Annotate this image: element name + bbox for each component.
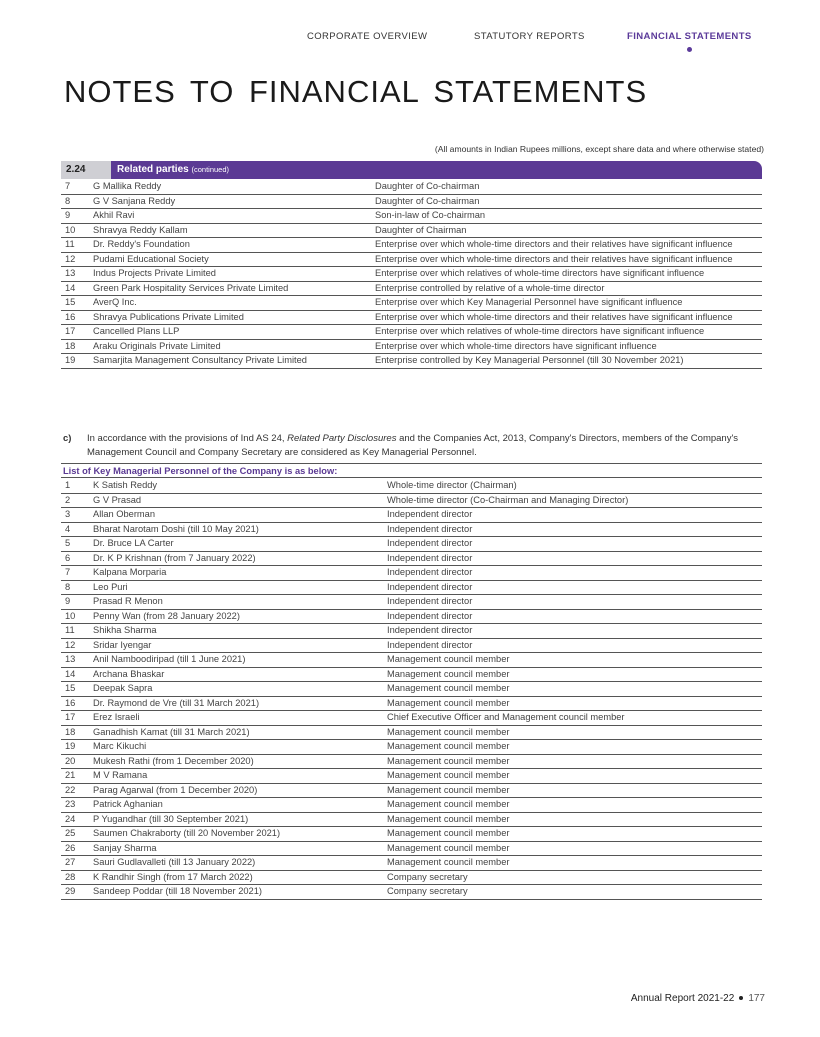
person-name: Saumen Chakraborty (till 20 November 2021): [93, 827, 387, 842]
person-name: G V Prasad: [93, 493, 387, 508]
row-number: 13: [61, 267, 93, 282]
kmp-row: [61, 624, 762, 639]
relationship: Company secretary: [387, 885, 762, 900]
row-number: 12: [61, 638, 93, 653]
section-navigation: [0, 31, 820, 61]
related-party-row: [61, 325, 762, 340]
page-title: NOTES TO FINANCIAL STATEMENTS: [64, 74, 648, 109]
relationship: Management council member: [387, 841, 762, 856]
person-name: Dr. K P Krishnan (from 7 January 2022): [93, 551, 387, 566]
nav-financial-statements[interactable]: FINANCIAL STATEMENTS: [627, 31, 752, 42]
section-continued: (continued): [191, 165, 230, 174]
row-number: 17: [61, 711, 93, 726]
person-name: Penny Wan (from 28 January 2022): [93, 609, 387, 624]
relationship: Chief Executive Officer and Management council member: [387, 711, 762, 726]
row-number: 2: [61, 493, 93, 508]
row-number: 17: [61, 325, 93, 340]
person-name: Shravya Reddy Kallam: [93, 223, 375, 238]
row-number: 1: [61, 479, 93, 493]
kmp-row: [61, 798, 762, 813]
row-number: 10: [61, 223, 93, 238]
person-name: Dr. Bruce LA Carter: [93, 537, 387, 552]
row-number: 23: [61, 798, 93, 813]
row-number: 19: [61, 354, 93, 369]
row-number: 6: [61, 551, 93, 566]
relationship: Enterprise over which Key Managerial Personnel have significant influence: [375, 296, 762, 311]
person-name: G Mallika Reddy: [93, 180, 375, 194]
kmp-row: [61, 508, 762, 523]
related-parties-table: [61, 180, 762, 369]
row-number: 9: [61, 595, 93, 610]
relationship: Independent director: [387, 595, 762, 610]
nav-corporate-overview[interactable]: CORPORATE OVERVIEW: [307, 31, 428, 42]
person-name: Shikha Sharma: [93, 624, 387, 639]
kmp-row: [61, 812, 762, 827]
person-name: Anil Namboodiripad (till 1 June 2021): [93, 653, 387, 668]
relationship: Management council member: [387, 725, 762, 740]
related-party-row: [61, 238, 762, 253]
relationship: Daughter of Chairman: [375, 223, 762, 238]
kmp-row: [61, 566, 762, 581]
section-title: [111, 161, 762, 179]
related-party-row: [61, 267, 762, 282]
amounts-note: (All amounts in Indian Rupees millions, except share data and where otherwise stated): [434, 144, 764, 154]
kmp-row: [61, 870, 762, 885]
kmp-heading: List of Key Managerial Personnel of the Company is as below:: [61, 463, 762, 478]
related-party-row: [61, 281, 762, 296]
relationship: Enterprise over which whole-time directors and their relatives have significant influence: [375, 238, 762, 253]
row-number: 16: [61, 696, 93, 711]
report-name: Annual Report 2021-22: [630, 993, 735, 1004]
row-number: 18: [61, 339, 93, 354]
related-party-row: [61, 354, 762, 369]
row-number: 18: [61, 725, 93, 740]
row-number: 14: [61, 667, 93, 682]
relationship: Son-in-law of Co-chairman: [375, 209, 762, 224]
row-number: 27: [61, 856, 93, 871]
relationship: Management council member: [387, 769, 762, 784]
row-number: 7: [61, 566, 93, 581]
relationship: Enterprise over which whole-time directors and their relatives have significant influence: [375, 310, 762, 325]
relationship: Management council member: [387, 827, 762, 842]
relationship: Management council member: [387, 812, 762, 827]
related-party-row: [61, 223, 762, 238]
person-name: Deepak Sapra: [93, 682, 387, 697]
kmp-row: [61, 769, 762, 784]
person-name: Indus Projects Private Limited: [93, 267, 375, 282]
kmp-row: [61, 740, 762, 755]
person-name: Dr. Raymond de Vre (till 31 March 2021): [93, 696, 387, 711]
row-number: 24: [61, 812, 93, 827]
paragraph-text: [87, 432, 764, 460]
relationship: Management council member: [387, 856, 762, 871]
relationship: Enterprise controlled by Key Managerial Personnel (till 30 November 2021): [375, 354, 762, 369]
kmp-row: [61, 696, 762, 711]
person-name: Ganadhish Kamat (till 31 March 2021): [93, 725, 387, 740]
paragraph-c: [61, 432, 764, 460]
section-title-text: Related parties: [117, 164, 189, 175]
relationship: Management council member: [387, 696, 762, 711]
person-name: Kalpana Morparia: [93, 566, 387, 581]
person-name: Mukesh Rathi (from 1 December 2020): [93, 754, 387, 769]
page-number: 177: [748, 993, 765, 1004]
kmp-row: [61, 783, 762, 798]
related-party-row: [61, 339, 762, 354]
person-name: Akhil Ravi: [93, 209, 375, 224]
relationship: Management council member: [387, 783, 762, 798]
kmp-row: [61, 885, 762, 900]
person-name: Erez Israeli: [93, 711, 387, 726]
row-number: 25: [61, 827, 93, 842]
person-name: Allan Oberman: [93, 508, 387, 523]
person-name: Shravya Publications Private Limited: [93, 310, 375, 325]
row-number: 8: [61, 194, 93, 209]
section-header: [61, 161, 762, 179]
row-number: 7: [61, 180, 93, 194]
related-party-row: [61, 252, 762, 267]
person-name: G V Sanjana Reddy: [93, 194, 375, 209]
person-name: Sanjay Sharma: [93, 841, 387, 856]
related-party-row: [61, 180, 762, 194]
related-party-row: [61, 310, 762, 325]
row-number: 29: [61, 885, 93, 900]
page-footer: [631, 993, 765, 1004]
relationship: Enterprise over which relatives of whole-time directors have significant influence: [375, 267, 762, 282]
relationship: Management council member: [387, 740, 762, 755]
kmp-row: [61, 711, 762, 726]
person-name: Sandeep Poddar (till 18 November 2021): [93, 885, 387, 900]
kmp-row: [61, 493, 762, 508]
relationship: Enterprise over which whole-time directors and their relatives have significant influence: [375, 252, 762, 267]
kmp-row: [61, 754, 762, 769]
paragraph-text-end: and the Companies Act, 2013, Company's Directors, members of the Company's Management Council and Company Secretary are considered as Key Managerial Personnel.: [87, 433, 739, 458]
kmp-row: [61, 827, 762, 842]
person-name: Marc Kikuchi: [93, 740, 387, 755]
row-number: 19: [61, 740, 93, 755]
kmp-row: [61, 522, 762, 537]
person-name: Dr. Reddy's Foundation: [93, 238, 375, 253]
person-name: Araku Originals Private Limited: [93, 339, 375, 354]
kmp-row: [61, 725, 762, 740]
person-name: Bharat Narotam Doshi (till 10 May 2021): [93, 522, 387, 537]
relationship: Independent director: [387, 609, 762, 624]
row-number: 12: [61, 252, 93, 267]
row-number: 9: [61, 209, 93, 224]
relationship: Independent director: [387, 508, 762, 523]
row-number: 10: [61, 609, 93, 624]
row-number: 16: [61, 310, 93, 325]
relationship: Independent director: [387, 566, 762, 581]
person-name: Patrick Aghanian: [93, 798, 387, 813]
related-party-row: [61, 209, 762, 224]
relationship: Management council member: [387, 754, 762, 769]
row-number: 15: [61, 296, 93, 311]
row-number: 28: [61, 870, 93, 885]
relationship: Management council member: [387, 682, 762, 697]
relationship: Independent director: [387, 624, 762, 639]
kmp-row: [61, 609, 762, 624]
person-name: Archana Bhaskar: [93, 667, 387, 682]
kmp-row: [61, 551, 762, 566]
relationship: Company secretary: [387, 870, 762, 885]
bullet-icon: [739, 996, 743, 1000]
section-number: 2.24: [61, 161, 111, 179]
row-number: 8: [61, 580, 93, 595]
kmp-row: [61, 653, 762, 668]
row-number: 13: [61, 653, 93, 668]
related-party-row: [61, 296, 762, 311]
row-number: 5: [61, 537, 93, 552]
row-number: 11: [61, 624, 93, 639]
kmp-row: [61, 856, 762, 871]
kmp-row: [61, 841, 762, 856]
person-name: K Satish Reddy: [93, 479, 387, 493]
relationship: Enterprise over which whole-time directors have significant influence: [375, 339, 762, 354]
nav-statutory-reports[interactable]: STATUTORY REPORTS: [474, 31, 585, 42]
relationship: Enterprise over which relatives of whole-time directors have significant influence: [375, 325, 762, 340]
active-indicator-dot-icon: [687, 47, 692, 52]
person-name: K Randhir Singh (from 17 March 2022): [93, 870, 387, 885]
row-number: 26: [61, 841, 93, 856]
person-name: M V Ramana: [93, 769, 387, 784]
row-number: 20: [61, 754, 93, 769]
person-name: Sauri Gudlavalleti (till 13 January 2022): [93, 856, 387, 871]
row-number: 3: [61, 508, 93, 523]
person-name: AverQ Inc.: [93, 296, 375, 311]
kmp-row: [61, 682, 762, 697]
person-name: Parag Agarwal (from 1 December 2020): [93, 783, 387, 798]
paragraph-label: c): [63, 433, 72, 444]
paragraph-italic-title: Related Party Disclosures: [287, 433, 397, 444]
kmp-row: [61, 667, 762, 682]
relationship: Management council member: [387, 667, 762, 682]
relationship: Daughter of Co-chairman: [375, 180, 762, 194]
kmp-row: [61, 537, 762, 552]
person-name: Samarjita Management Consultancy Private Limited: [93, 354, 375, 369]
kmp-row: [61, 580, 762, 595]
person-name: P Yugandhar (till 30 September 2021): [93, 812, 387, 827]
person-name: Leo Puri: [93, 580, 387, 595]
relationship: Management council member: [387, 798, 762, 813]
person-name: Pudami Educational Society: [93, 252, 375, 267]
person-name: Prasad R Menon: [93, 595, 387, 610]
kmp-row: [61, 638, 762, 653]
relationship: Management council member: [387, 653, 762, 668]
row-number: 4: [61, 522, 93, 537]
relationship: Whole-time director (Co-Chairman and Managing Director): [387, 493, 762, 508]
row-number: 11: [61, 238, 93, 253]
person-name: Green Park Hospitality Services Private Limited: [93, 281, 375, 296]
row-number: 15: [61, 682, 93, 697]
relationship: Independent director: [387, 551, 762, 566]
person-name: Sridar Iyengar: [93, 638, 387, 653]
kmp-table: [61, 479, 762, 900]
related-party-row: [61, 194, 762, 209]
relationship: Daughter of Co-chairman: [375, 194, 762, 209]
person-name: Cancelled Plans LLP: [93, 325, 375, 340]
row-number: 21: [61, 769, 93, 784]
row-number: 14: [61, 281, 93, 296]
paragraph-text-start: In accordance with the provisions of Ind AS 24,: [87, 433, 288, 444]
relationship: Independent director: [387, 580, 762, 595]
kmp-row: [61, 479, 762, 493]
relationship: Independent director: [387, 522, 762, 537]
relationship: Whole-time director (Chairman): [387, 479, 762, 493]
relationship: Independent director: [387, 638, 762, 653]
row-number: 22: [61, 783, 93, 798]
relationship: Independent director: [387, 537, 762, 552]
kmp-row: [61, 595, 762, 610]
relationship: Enterprise controlled by relative of a whole-time director: [375, 281, 762, 296]
